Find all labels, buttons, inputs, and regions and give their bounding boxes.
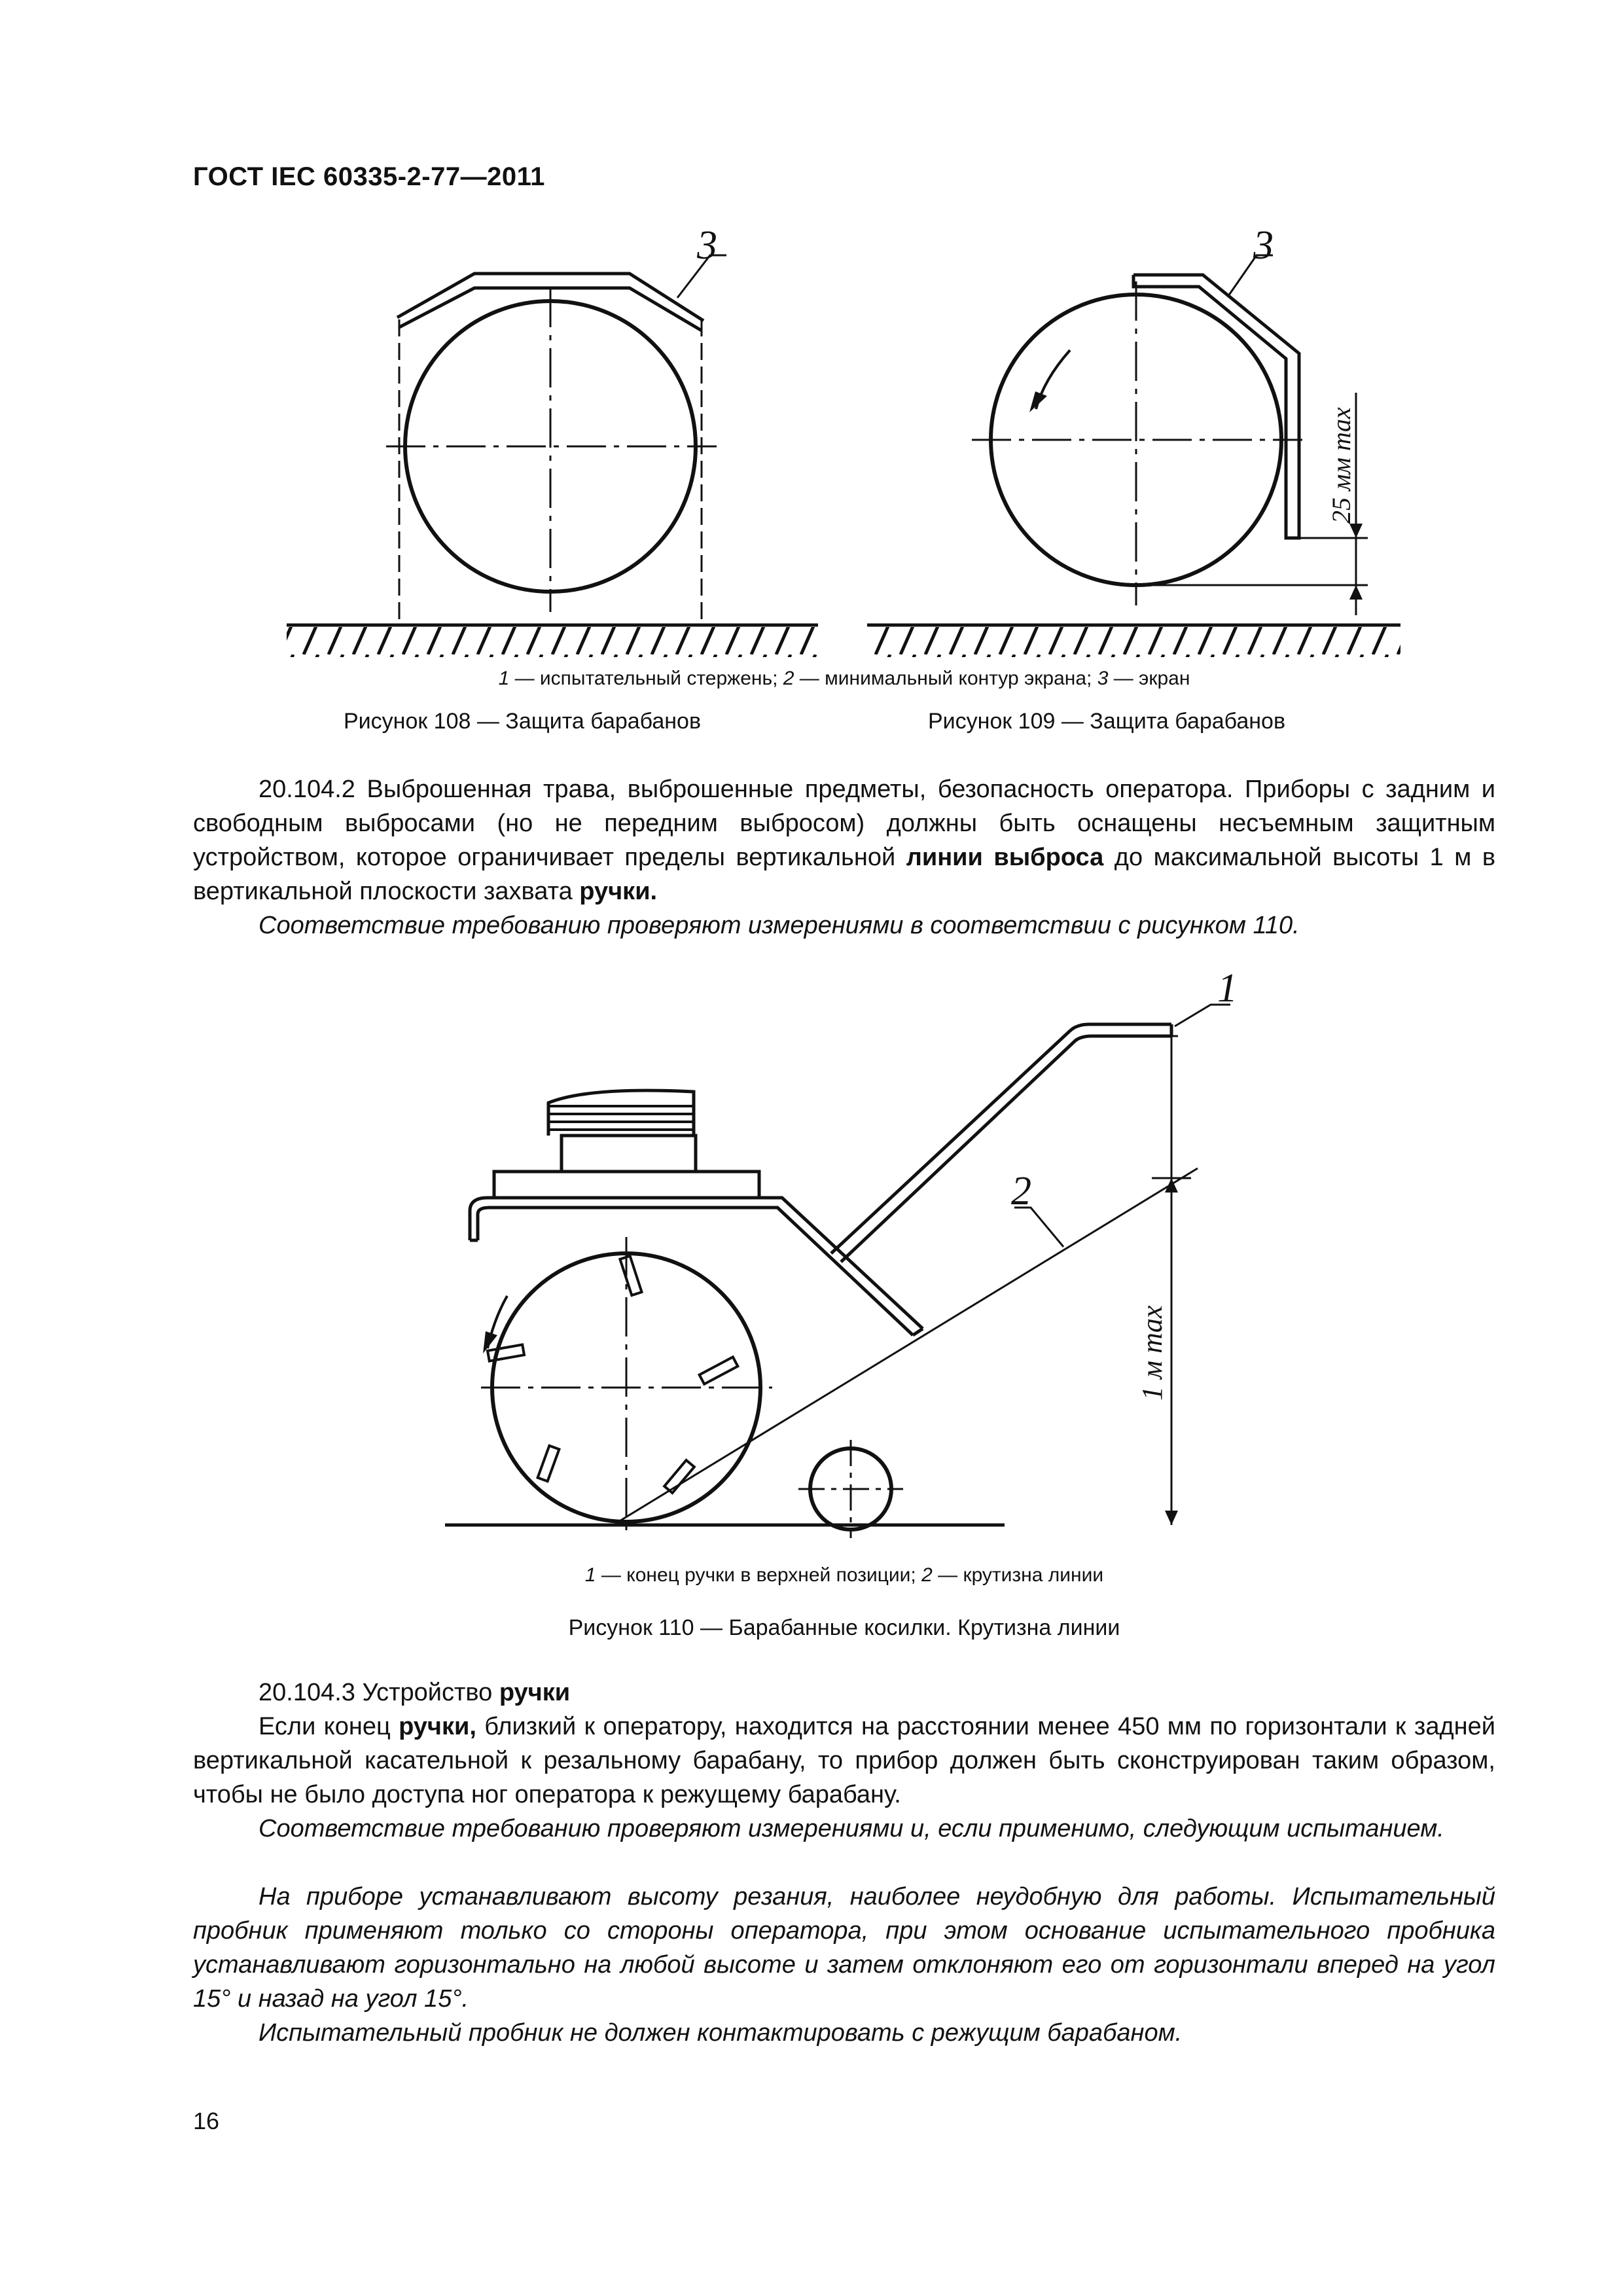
figure-108	[287, 255, 818, 657]
heading-20-104-3: 20.104.3 Устройство ручки	[259, 1679, 571, 1706]
figure-110-label-1: 1	[1217, 966, 1238, 1011]
figure-109-dimension: 25 мм max	[1327, 407, 1356, 524]
figures-108-109	[275, 216, 1427, 674]
figure-110	[432, 956, 1243, 1545]
figure-109-caption: Рисунок 109 — Защита барабанов	[928, 709, 1286, 734]
figure-108-109-legend: 1 — испытательный стержень; 2 — минимальный контур экрана; 3 — экран	[498, 668, 1190, 689]
paragraph-handle-distance: Если конец ручки, близкий к оператору, находится на расстоянии менее 450 мм по горизонтали к задней вертикальной касательной к резальному барабану, то прибор должен быть сконструирован таким образом, чтобы не было доступа ног оператора к режущему барабану.	[193, 1713, 1495, 1808]
paragraph-compliance-110: Соответствие требованию проверяют измерениями в соответствии с рисунком 110.	[259, 912, 1300, 939]
figure-109-label-3: 3	[1253, 223, 1274, 268]
paragraph-compliance-test: Соответствие требованию проверяют измерениями и, если применимо, следующим испытанием.	[259, 1815, 1444, 1842]
paragraph-20-104-2: 20.104.2 Выброшенная трава, выброшенные предметы, безопасность оператора. Приборы с задним и свободным выбросами (но не передним выбросом) должны быть оснащены несъемным защитным устройством, которое ограничивает пределы вертикальной линии выброса до максимальной высоты 1 м в вертикальной плоскости захвата ручки.	[193, 776, 1496, 905]
paragraph-test-result: Испытательный пробник не должен контактировать с режущим барабаном.	[259, 2019, 1183, 2047]
document-header: ГОСТ IEC 60335-2-77—2011	[193, 162, 545, 191]
figure-108-label-3: 3	[697, 223, 717, 268]
figure-109	[867, 255, 1400, 657]
page-number: 16	[193, 2108, 220, 2134]
figure-110-legend: 1 — конец ручки в верхней позиции; 2 — крутизна линии	[584, 1564, 1104, 1586]
paragraph-test-procedure: На приборе устанавливают высоту резания, наиболее неудобную для работы. Испытательный пробник применяют только со стороны оператора, при этом основание испытательного пробника устанавливают горизонтально на любой высоте и затем отклоняют его от горизонтали вперед на угол 15° и назад на угол 15°.	[193, 1883, 1495, 2013]
figure-110-dimension: 1 м max	[1136, 1305, 1168, 1401]
figure-110-label-2: 2	[1011, 1169, 1031, 1213]
figure-108-caption: Рисунок 108 — Защита барабанов	[344, 709, 702, 734]
figure-110-caption: Рисунок 110 — Барабанные косилки. Крутизна линии	[568, 1615, 1120, 1640]
